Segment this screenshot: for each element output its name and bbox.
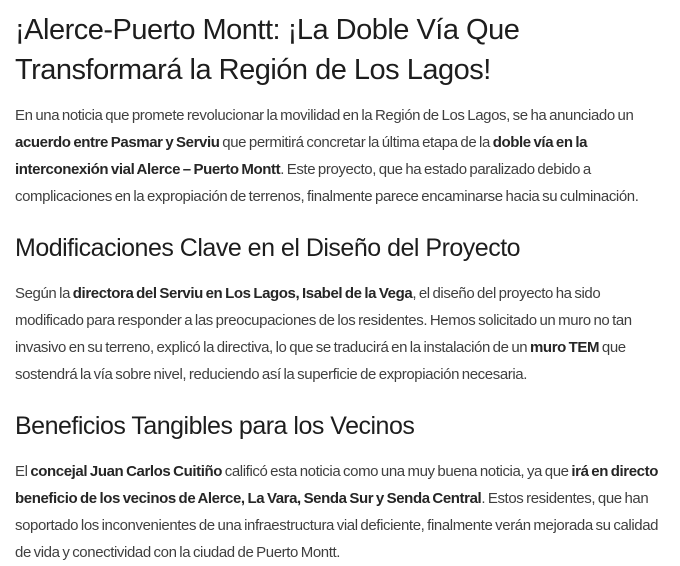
text-run: que permitirá concretar la última etapa de la	[219, 134, 493, 151]
text-run: En una noticia que promete revolucionar la movilidad en la Región de Los Lagos, se ha anunciado un	[15, 107, 634, 124]
bold-text-run: muro TEM	[530, 339, 600, 356]
intro-paragraph	[15, 102, 668, 210]
bold-text-run: irá en directo beneficio de los vecinos de Alerce, La Vara, Senda Sur y Senda Central	[15, 463, 658, 507]
article-title: ¡Alerce-Puerto Montt: ¡La Doble Vía Que Transformará la Región de Los Lagos!	[15, 14, 520, 86]
section-beneficios	[15, 408, 668, 566]
bold-text-run: acuerdo entre Pasmar y Serviu	[15, 134, 220, 151]
bold-text-run: directora del Serviu en Los Lagos, Isabel de la Vega	[72, 285, 413, 302]
text-run: . Estos residentes, que han soportado los inconvenientes de una infraestructura vial deficiente, finalmente verán mejorada su calidad de vida y conectividad con la ciudad de Puerto Montt.	[15, 490, 659, 561]
section-paragraph-modificaciones	[15, 280, 668, 388]
text-run: Según la	[15, 285, 73, 302]
section-heading-modificaciones: Modificaciones Clave en el Diseño del Proyecto	[15, 234, 521, 262]
section-modificaciones	[15, 230, 668, 388]
text-run: El	[15, 463, 31, 480]
text-run: calificó esta noticia como una muy buena noticia, ya que	[222, 463, 572, 480]
text-run: , el diseño del proyecto ha sido modificado para responder a las preocupaciones de los residentes. Hemos solicitado un muro no tan invasivo en su terreno, explicó la directiva, lo que se traducirá en la instalación de un	[15, 285, 632, 356]
text-run: que sostendrá la vía sobre nivel, reduciendo así la superficie de expropiación necesaria.	[15, 339, 626, 383]
section-heading-beneficios: Beneficios Tangibles para los Vecinos	[15, 412, 415, 440]
bold-text-run: concejal Juan Carlos Cuitiño	[30, 463, 222, 480]
section-paragraph-beneficios	[15, 458, 668, 566]
bold-text-run: doble vía en la interconexión vial Alerce – Puerto Montt	[15, 134, 588, 178]
text-run: . Este proyecto, que ha estado paralizado debido a complicaciones en la expropiación de terrenos, finalmente parece encaminarse hacia su culminación.	[15, 161, 639, 205]
